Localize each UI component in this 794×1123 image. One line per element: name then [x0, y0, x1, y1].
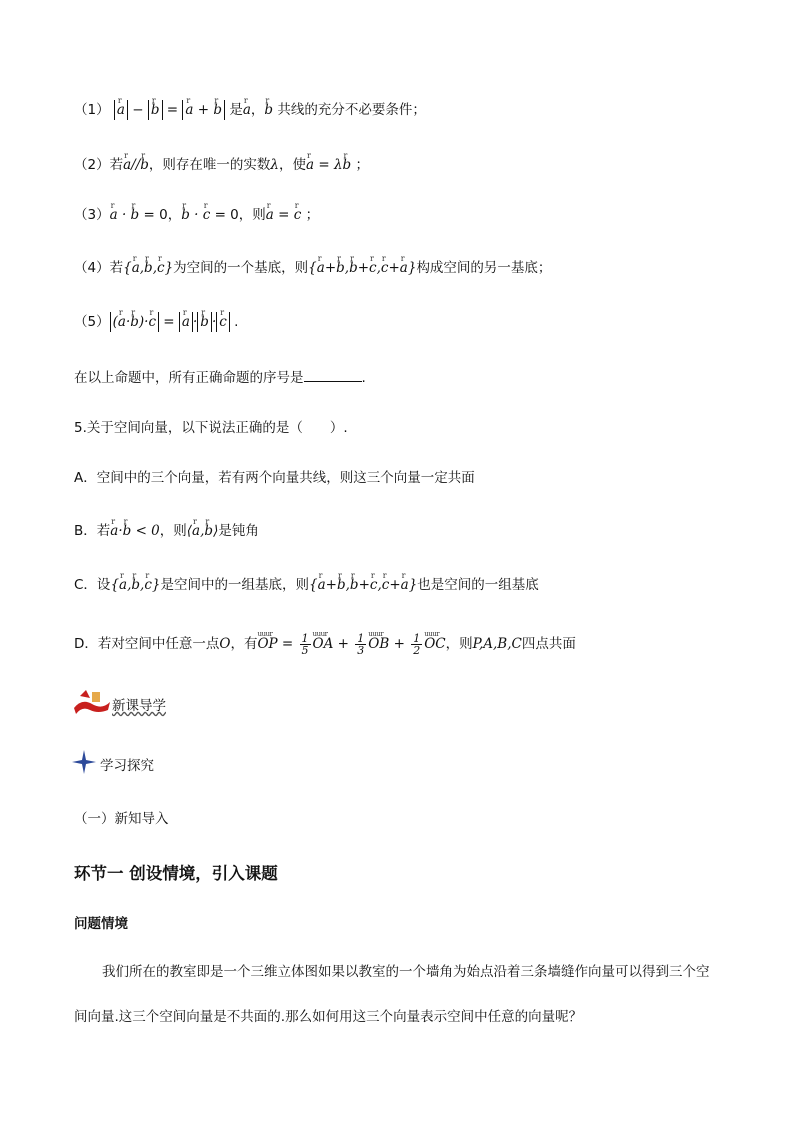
- text: = 0: [214, 207, 239, 223]
- question-5-stem: 5.关于空间向量，以下说法正确的是（ ）.: [74, 420, 348, 436]
- option-b[interactable]: [74, 521, 259, 541]
- text: 是空间中的一组基底，则: [160, 577, 309, 593]
- answer-blank[interactable]: [304, 367, 362, 382]
- part-title: （一）新知导入: [74, 811, 169, 827]
- fill-in-question: [74, 367, 366, 388]
- text: 若: [109, 260, 124, 276]
- formula: (r a·r b)·r c = r a ·r b ·r c: [110, 314, 230, 330]
- formula: r a//r b: [123, 157, 149, 173]
- vector-b: r b: [264, 100, 273, 120]
- formula: ⟨r a,r b⟩: [187, 523, 219, 539]
- formula: r a − r b = r a + r b: [114, 102, 225, 118]
- text: ，则: [238, 207, 266, 223]
- lambda: λ: [270, 157, 279, 173]
- text: C．设: [74, 577, 111, 593]
- text: 四点共面: [521, 636, 576, 652]
- text: ，有: [230, 636, 258, 652]
- formula: uuur OP = $\frac{1}{5}$ uuur OA + $\frac{1}{3}$ uuur OB + $\frac{1}{2}$ uuur OC: [257, 636, 445, 652]
- option-d[interactable]: [74, 632, 576, 656]
- text: ，使: [278, 157, 306, 173]
- text: = 0: [143, 207, 168, 223]
- text: 若: [109, 157, 124, 173]
- text: D．若对空间中任意一点: [74, 636, 220, 652]
- paragraph: 我们所在的教室即是一个三维立体图如果以教室的一个墙角为始点沿着三条墙缝作向量可以得到三个空间向量.这三个空间向量是不共面的.那么如何用这三个向量表示空间中任意的向量呢？: [74, 964, 710, 1025]
- text: B．若: [74, 523, 111, 539]
- formula: {r a,r b,r c}: [123, 260, 173, 276]
- text: .: [234, 314, 239, 330]
- text: 也是空间的一组基底: [417, 577, 539, 593]
- proposition-2: [74, 155, 369, 175]
- text: ，则: [159, 523, 187, 539]
- option-c[interactable]: [74, 575, 539, 595]
- proposition-3: （3）r a · r b = 0，r b · r c = 0，则r a = r c ；: [74, 205, 319, 225]
- text: ，则存在唯一的实数: [148, 157, 271, 173]
- comma: ，: [250, 102, 265, 118]
- text: ；: [355, 157, 369, 173]
- item-number: （2）: [74, 157, 110, 173]
- formula: r b · r c: [181, 207, 214, 223]
- section-banner: [72, 686, 202, 718]
- option-a[interactable]: A．空间中的三个向量，若有两个向量共线，则这三个向量一定共面: [74, 470, 475, 486]
- proposition-1: [74, 100, 426, 120]
- proposition-5: [74, 312, 238, 332]
- formula: r a = λr b: [306, 157, 351, 173]
- formula: r a = r c: [266, 207, 302, 223]
- vector-a: r a: [243, 100, 251, 120]
- banner-icon: [72, 686, 112, 718]
- formula: r a · r b: [110, 207, 144, 223]
- item-number: （1）: [74, 102, 110, 118]
- text: ，则: [445, 636, 473, 652]
- item-number: （5）: [74, 314, 110, 330]
- text: 是: [229, 102, 243, 118]
- star-icon: [70, 748, 98, 776]
- banner-text: 新课导学: [112, 698, 166, 714]
- item-number: （4）: [74, 260, 110, 276]
- points: P,A,B,C: [472, 636, 522, 652]
- text: 为空间的一个基底，则: [173, 260, 309, 276]
- question-text: 在以上命题中，所有正确命题的序号是: [74, 370, 304, 386]
- formula: {r a,r b,r c}: [110, 577, 160, 593]
- text: ；: [305, 207, 320, 223]
- proposition-4: [74, 258, 551, 278]
- point-o: O: [219, 636, 231, 652]
- section-heading: 环节一 创设情境，引入课题: [74, 864, 278, 883]
- text: 构成空间的另一基底；: [416, 260, 552, 276]
- study-label: 学习探究: [100, 758, 154, 774]
- text: 是钝角: [218, 523, 259, 539]
- formula: {r a+r b,r b+r c,r c+r a}: [309, 577, 417, 593]
- text: 共线的充分不必要条件；: [277, 102, 426, 118]
- item-number: （3）: [74, 207, 110, 223]
- text: .: [361, 370, 366, 386]
- formula: r a·r b < 0: [110, 523, 160, 539]
- subheading: 问题情境: [74, 916, 128, 932]
- formula: {r a+r b,r b+r c,r c+r a}: [308, 260, 416, 276]
